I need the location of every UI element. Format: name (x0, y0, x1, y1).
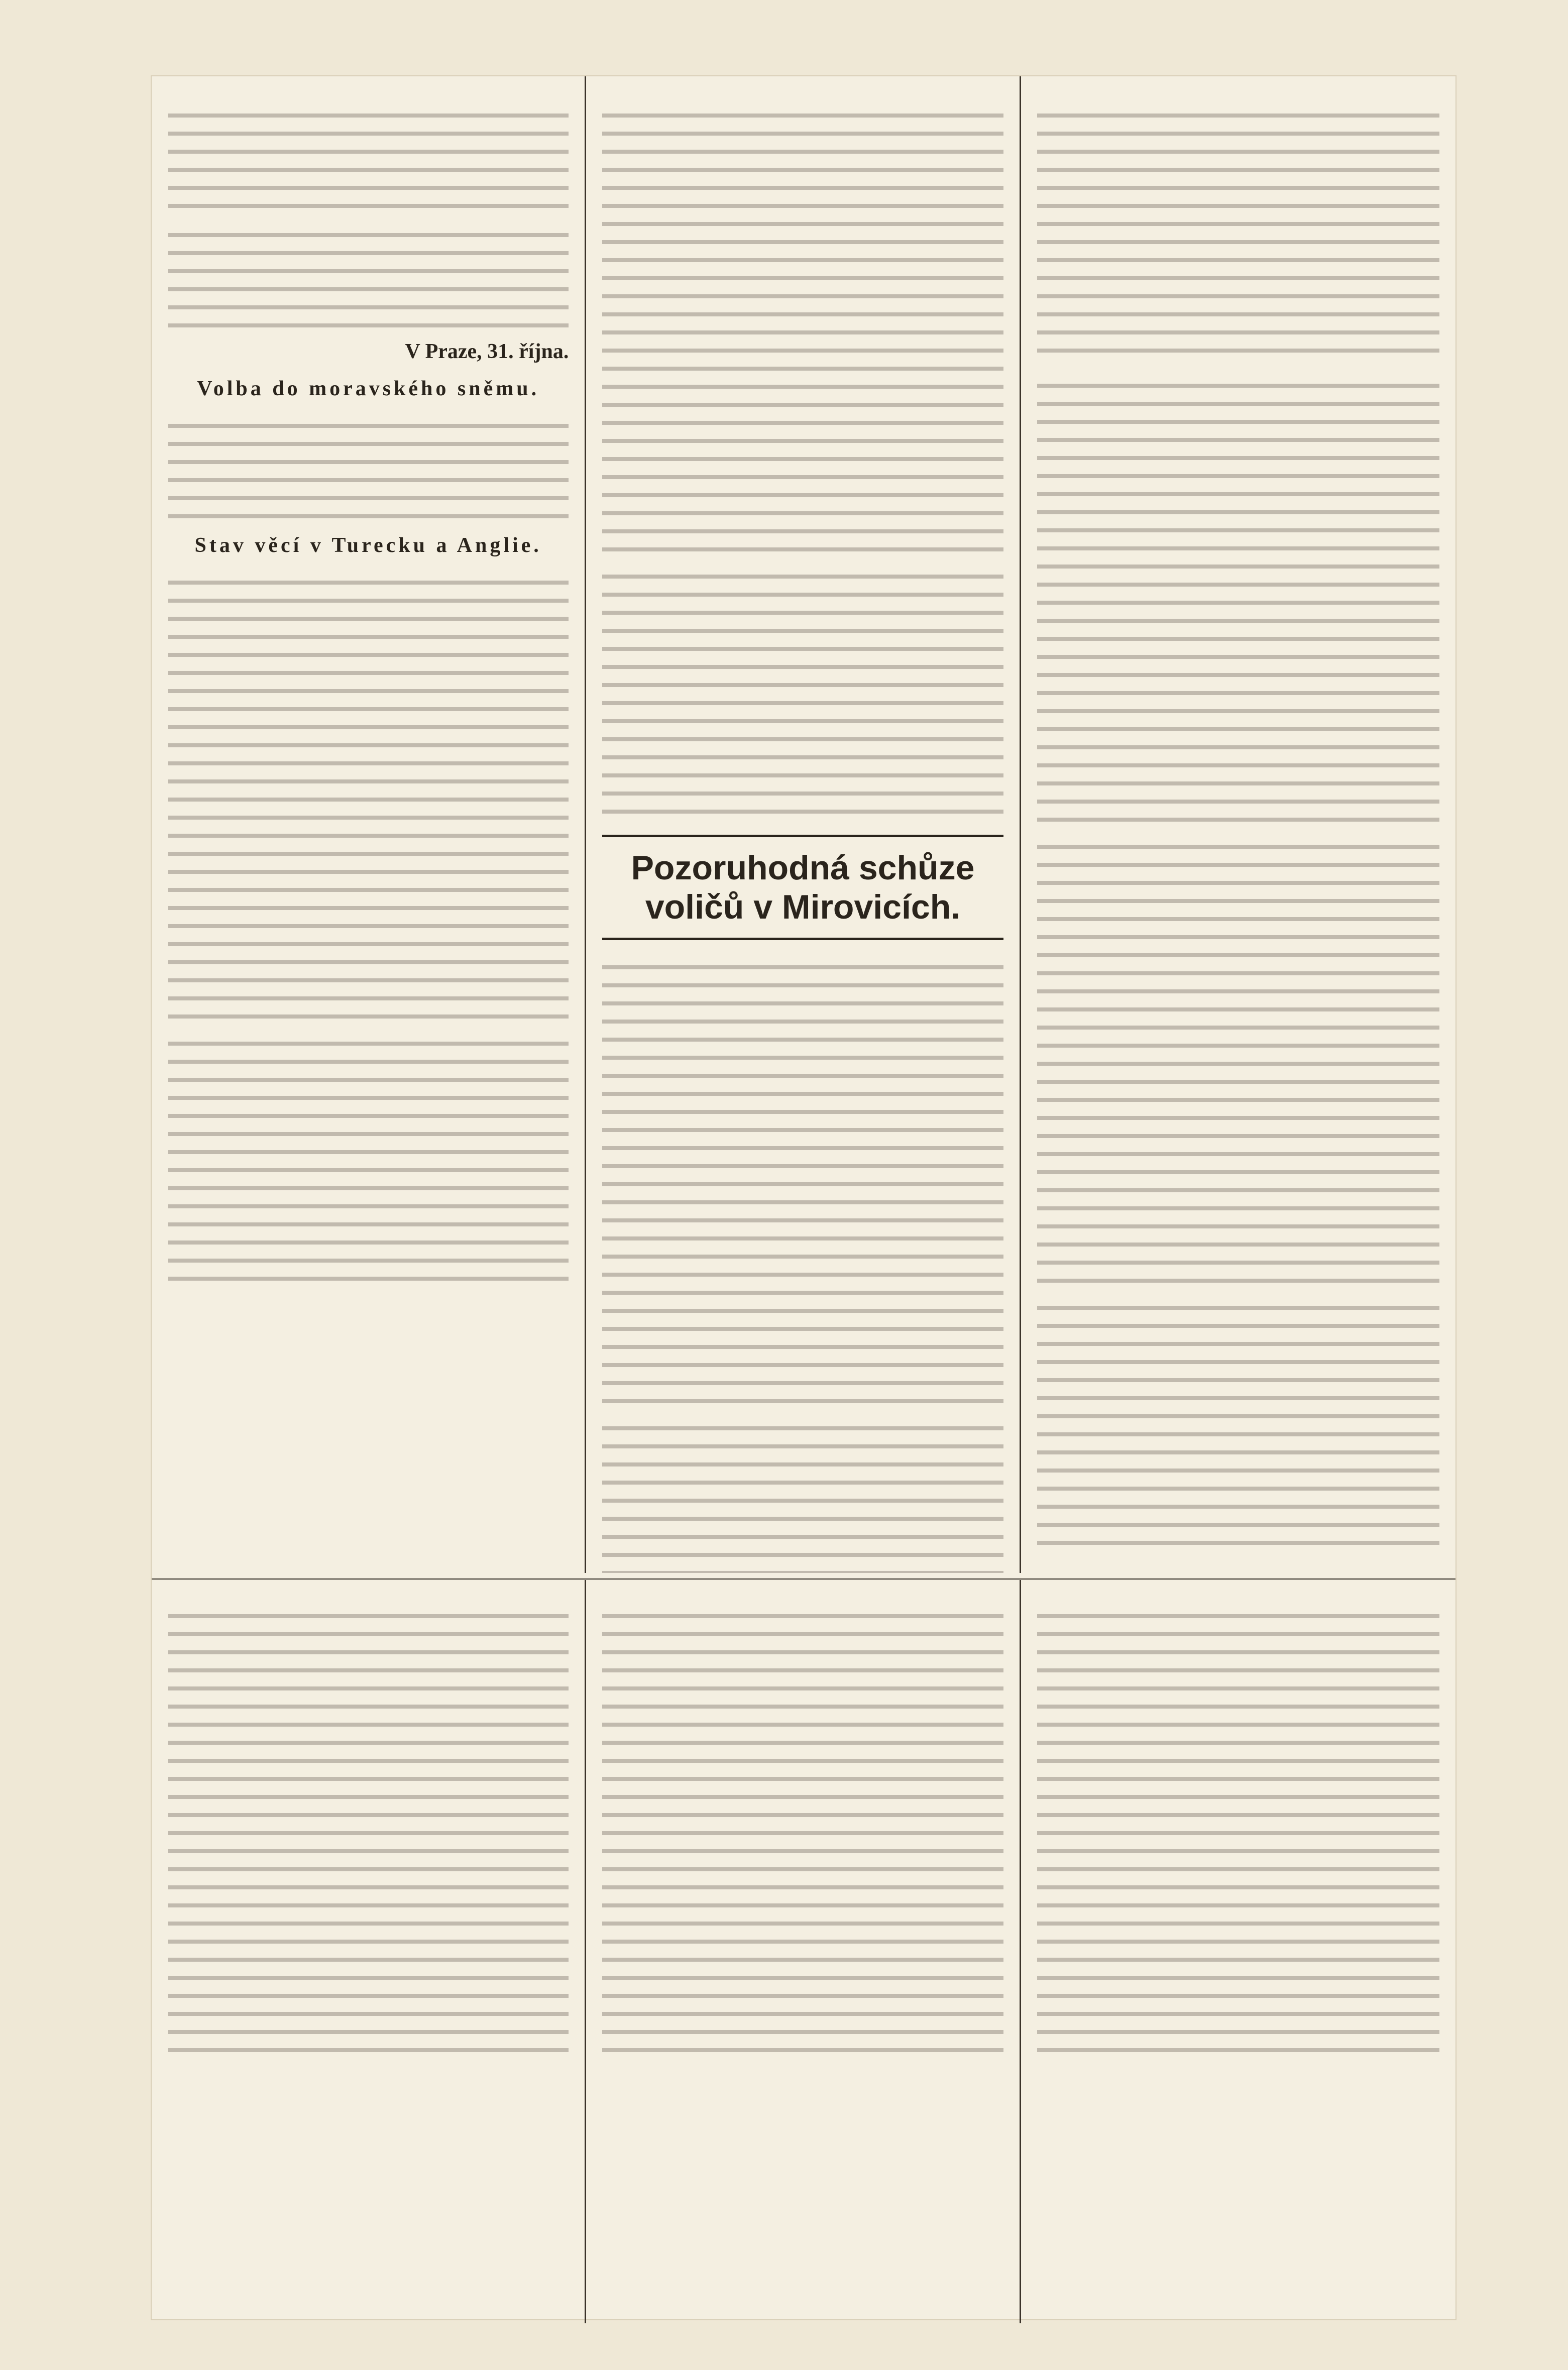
text-block (168, 410, 569, 520)
text-block (602, 560, 1003, 822)
section-heading-turkey: Stav věcí v Turecku a Anglie. (194, 534, 542, 557)
text-block (602, 951, 1003, 1403)
text-block (1037, 1292, 1439, 1553)
text-block (1037, 1600, 1439, 2052)
section-heading-elections: Volba do moravského sněmu. (197, 377, 540, 400)
text-block (602, 1600, 1003, 2052)
text-block (168, 1600, 569, 2052)
feuilleton-section (152, 1578, 1455, 2323)
text-block (602, 1412, 1003, 1573)
feuilleton-column-2 (586, 1580, 1021, 2323)
feuilleton-column-1 (152, 1580, 586, 2323)
text-block (168, 99, 569, 210)
text-block (1037, 831, 1439, 1283)
dateline: V Praze, 31. října. (405, 340, 569, 363)
article-headline: Pozoruhodná schůze voličů v Mirovicích. (602, 835, 1003, 940)
text-block (602, 99, 1003, 551)
text-block (1037, 99, 1439, 361)
feuilleton-column-3 (1021, 1580, 1455, 2323)
news-column-3 (1021, 76, 1455, 1573)
text-block (168, 219, 569, 329)
newspaper-page (151, 75, 1457, 2320)
text-block (168, 1028, 569, 1289)
text-block (1037, 370, 1439, 822)
news-columns (152, 76, 1455, 1573)
text-block (168, 567, 569, 1019)
news-column-2 (586, 76, 1021, 1573)
news-column-1 (152, 76, 586, 1573)
